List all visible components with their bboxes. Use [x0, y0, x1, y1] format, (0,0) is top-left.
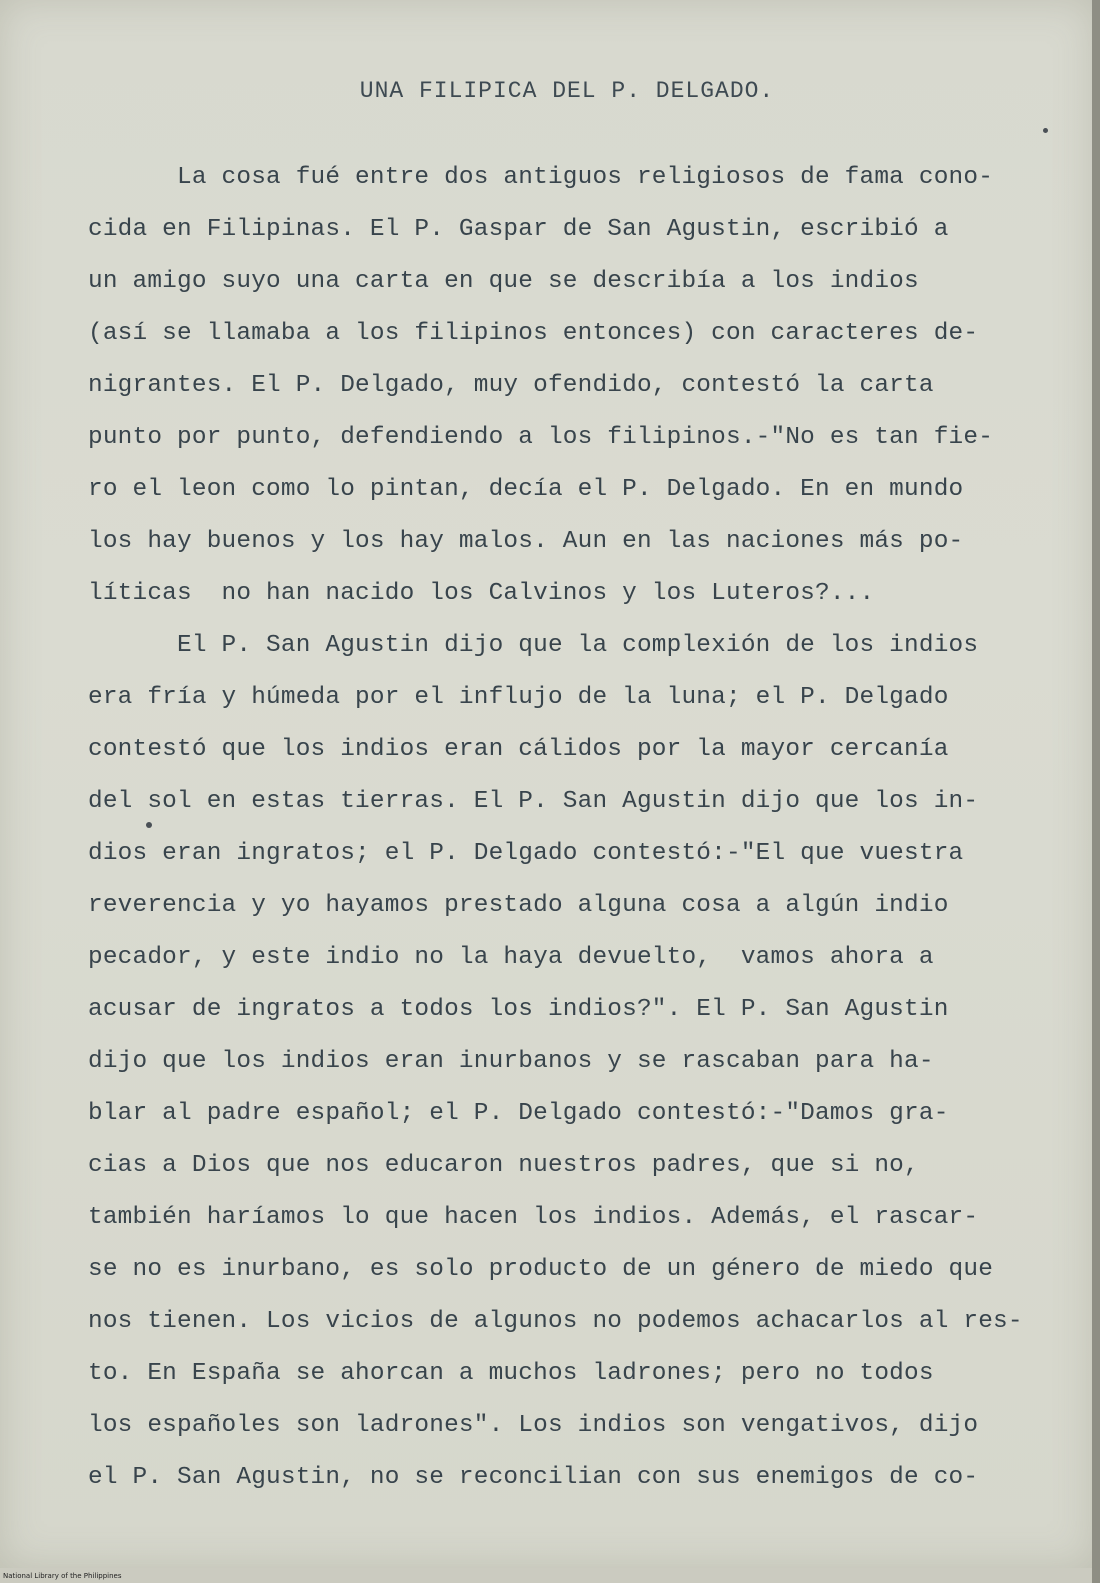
body-line: cida en Filipinas. El P. Gaspar de San Agustin, escribió a — [88, 216, 949, 243]
body-line: punto por punto, defendiendo a los filipinos.-"No es tan fie- — [88, 424, 994, 451]
body-line: reverencia y yo hayamos prestado alguna cosa a algún indio — [88, 892, 949, 919]
body-line: nos tienen. Los vicios de algunos no podemos achacarlos al res- — [88, 1308, 1023, 1335]
body-line: un amigo suyo una carta en que se describía a los indios — [88, 268, 919, 295]
body-line: dijo que los indios eran inurbanos y se rascaban para ha- — [88, 1048, 934, 1075]
body-line: también haríamos lo que hacen los indios. Además, el rascar- — [88, 1204, 979, 1231]
body-line: blar al padre español; el P. Delgado contestó:-"Damos gra- — [88, 1100, 949, 1127]
library-credit: National Library of the Philippines — [3, 1572, 122, 1580]
body-line: (así se llamaba a los filipinos entonces) con caracteres de- — [88, 320, 979, 347]
body-line: dios eran ingratos; el P. Delgado contestó:-"El que vuestra — [88, 840, 964, 867]
body-line: El P. San Agustin dijo que la complexión de los indios — [88, 632, 979, 659]
document-body — [88, 152, 1058, 1504]
body-line: La cosa fué entre dos antiguos religiosos de fama cono- — [88, 164, 994, 191]
body-line: to. En España se ahorcan a muchos ladrones; pero no todos — [88, 1360, 934, 1387]
body-line: cias a Dios que nos educaron nuestros padres, que si no, — [88, 1152, 919, 1179]
document-title: UNA FILIPICA DEL P. DELGADO. — [359, 78, 775, 104]
body-line: los españoles son ladrones". Los indios son vengativos, dijo — [88, 1412, 979, 1439]
body-line: acusar de ingratos a todos los indios?". El P. San Agustin — [88, 996, 949, 1023]
body-line: del sol en estas tierras. El P. San Agustin dijo que los in- — [88, 788, 979, 815]
body-line: los hay buenos y los hay malos. Aun en las naciones más po- — [88, 528, 964, 555]
body-line: ro el leon como lo pintan, decía el P. Delgado. En en mundo — [88, 476, 964, 503]
body-line: se no es inurbano, es solo producto de un género de miedo que — [88, 1256, 994, 1283]
body-line: contestó que los indios eran cálidos por la mayor cercanía — [88, 736, 949, 763]
body-line: líticas no han nacido los Calvinos y los Luteros?... — [88, 580, 875, 607]
body-line: nigrantes. El P. Delgado, muy ofendido, contestó la carta — [88, 372, 934, 399]
body-line: pecador, y este indio no la haya devuelto, vamos ahora a — [88, 944, 934, 971]
scan-edge — [1092, 0, 1100, 1583]
paper-speck — [1043, 128, 1048, 133]
body-line: el P. San Agustin, no se reconcilian con sus enemigos de co- — [88, 1464, 979, 1491]
body-line: era fría y húmeda por el influjo de la luna; el P. Delgado — [88, 684, 949, 711]
paper-speck — [146, 822, 152, 828]
